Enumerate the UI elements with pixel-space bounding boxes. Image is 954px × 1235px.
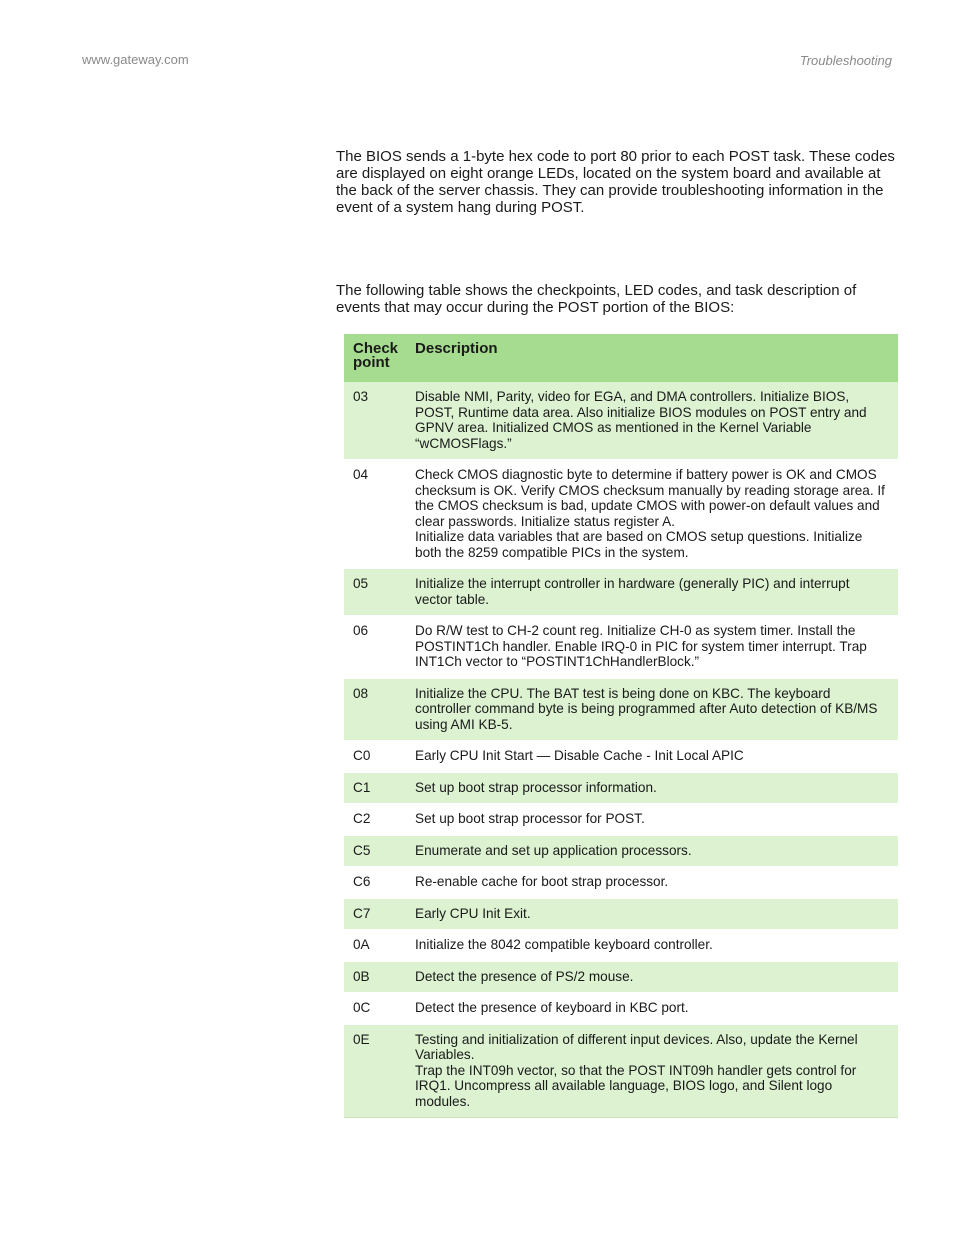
checkpoint-code: 03 (344, 382, 406, 460)
table-row (344, 382, 898, 460)
checkpoint-description (406, 993, 898, 1025)
table-row (344, 804, 898, 836)
table-row (344, 741, 898, 773)
table-row (344, 835, 898, 867)
description-text: Check CMOS diagnostic byte to determine if battery power is OK and CMOS checksum is OK. Verify CMOS checksum manually by reading storage area. If the CMOS checksum is bad, update CMOS with power-on default values and clear passwords. Initialize status register A. (415, 467, 885, 529)
description-text: Testing and initialization of different input devices. Also, update the Kernel Variables. (415, 1031, 858, 1062)
checkpoint-code: 06 (344, 616, 406, 679)
description-text: Initialize the CPU. The BAT test is being done on KBC. The keyboard controller command byte is being programmed after Auto detection of KB/MS using AMI KB-5. (415, 685, 878, 732)
description-text: Early CPU Init Exit. (415, 905, 531, 921)
checkpoint-description (406, 616, 898, 679)
table-row (344, 616, 898, 679)
checkpoint-code: C2 (344, 804, 406, 836)
table-row (344, 867, 898, 899)
checkpoint-header-line2: point (353, 354, 390, 371)
checkpoint-code: 0C (344, 993, 406, 1025)
checkpoint-description (406, 898, 898, 930)
table-row (344, 930, 898, 962)
checkpoint-code: C1 (344, 772, 406, 804)
description-text: Detect the presence of PS/2 mouse. (415, 968, 634, 984)
table-row (344, 678, 898, 741)
header-section-title: Troubleshooting (799, 53, 892, 68)
checkpoint-description (406, 772, 898, 804)
description-text: Enumerate and set up application processors. (415, 842, 692, 858)
checkpoint-description (406, 804, 898, 836)
checkpoint-description (406, 835, 898, 867)
description-column-header: Description (406, 334, 898, 382)
description-text: Early CPU Init Start — Disable Cache - Init Local APIC (415, 748, 744, 763)
description-text: Initialize the interrupt controller in hardware (generally PIC) and interrupt vector table. (415, 576, 850, 607)
table-row (344, 460, 898, 569)
checkpoint-description (406, 961, 898, 993)
description-text-continued: Initialize data variables that are based on CMOS setup questions. Initialize both the 8259 compatible PICs in the system. (415, 529, 863, 560)
checkpoint-code: 05 (344, 569, 406, 616)
checkpoint-code: C7 (344, 898, 406, 930)
checkpoint-code: C0 (344, 741, 406, 773)
checkpoint-code: 04 (344, 460, 406, 569)
checkpoint-code: C6 (344, 867, 406, 899)
checkpoint-code: 0A (344, 930, 406, 962)
checkpoint-description (406, 678, 898, 741)
checkpoint-description (406, 382, 898, 460)
table-row (344, 569, 898, 616)
checkpoint-code: C5 (344, 835, 406, 867)
description-text-continued: Trap the INT09h vector, so that the POST INT09h handler gets control for IRQ1. Uncompress all available language, BIOS logo, and Silent logo modules. (415, 1062, 857, 1109)
table-intro-paragraph: The following table shows the checkpoints, LED codes, and task description of events that may occur during the POST portion of the BIOS: (336, 282, 857, 316)
header-site-url: www.gateway.com (82, 52, 189, 67)
table-header-row (344, 334, 898, 382)
table-row (344, 898, 898, 930)
description-text: Initialize the 8042 compatible keyboard controller. (415, 937, 713, 952)
checkpoint-description (406, 1024, 898, 1118)
checkpoint-code: 08 (344, 678, 406, 741)
checkpoint-code: 0E (344, 1024, 406, 1118)
description-text: Re-enable cache for boot strap processor. (415, 874, 669, 889)
checkpoint-header-line1: Check (353, 340, 399, 357)
post-checkpoint-table (344, 334, 898, 1118)
checkpoint-code: 0B (344, 961, 406, 993)
table-row (344, 1024, 898, 1118)
description-text: Set up boot strap processor for POST. (415, 811, 645, 826)
description-text: Do R/W test to CH-2 count reg. Initialize CH-0 as system timer. Install the POSTINT1Ch handler. Enable IRQ-0 in PIC for system timer interrupt. Trap INT1Ch vector to “POSTINT1ChHandlerBlock.” (415, 623, 867, 669)
checkpoint-description (406, 460, 898, 569)
checkpoint-description (406, 867, 898, 899)
checkpoint-description (406, 741, 898, 773)
checkpoint-description (406, 930, 898, 962)
checkpoint-description (406, 569, 898, 616)
intro-paragraph: The BIOS sends a 1-byte hex code to port 80 prior to each POST task. These codes are displayed on eight orange LEDs, located on the system board and available at the back of the server chassis. They can provide troubleshooting information in the event of a system hang during POST. (336, 148, 895, 216)
table-row (344, 993, 898, 1025)
description-text: Detect the presence of keyboard in KBC port. (415, 1000, 689, 1015)
description-text: Set up boot strap processor information. (415, 779, 657, 795)
description-text: Disable NMI, Parity, video for EGA, and DMA controllers. Initialize BIOS, POST, Runtime data area. Also initialize BIOS modules on POST entry and GPNV area. Initialized CMOS as mentioned in the Kernel Variable “wCMOSFlags.” (415, 389, 867, 451)
table-row (344, 961, 898, 993)
checkpoint-column-header (344, 334, 406, 382)
table-row (344, 772, 898, 804)
